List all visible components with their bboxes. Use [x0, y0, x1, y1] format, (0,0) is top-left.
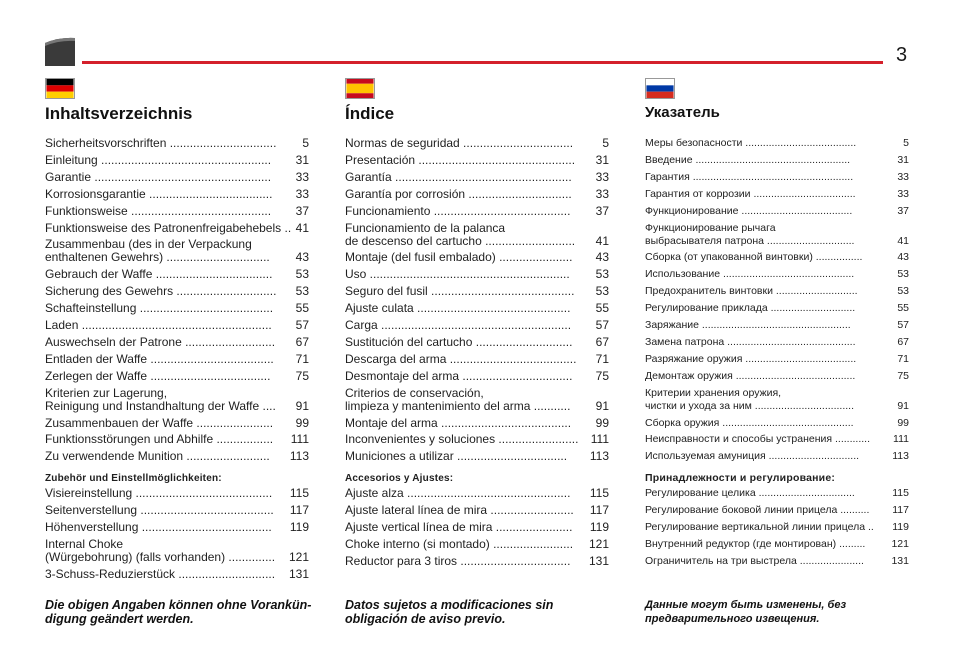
toc-entry-label: Ajuste lateral línea de mira ......................... [345, 504, 574, 517]
toc-entry [345, 538, 609, 551]
toc-entry [45, 504, 309, 517]
toc-entry-page: 33 [595, 170, 609, 184]
toc-entry [45, 487, 309, 500]
toc-entry-page: 117 [289, 503, 309, 517]
toc-entry [645, 137, 909, 150]
toc-entry [45, 285, 309, 298]
russia-flag-icon [645, 78, 675, 99]
toc-entry-label: Zerlegen der Waffe .................................... [45, 370, 271, 383]
toc-entry-label: Desmontaje del arma ................................. [345, 370, 573, 383]
toc-entry-label-continued: чистки и ухода за ним .................................. [645, 400, 854, 412]
toc-entry [45, 521, 309, 534]
toc-entry-page: 5 [602, 136, 609, 150]
toc-entry-label-continued: (Würgebohrung) (falls vorhanden) .............. [45, 551, 276, 564]
toc-entry-label: Auswechseln der Patrone ........................... [45, 336, 276, 349]
toc-entry-label: Меры безопасности ...................................... [645, 137, 857, 149]
toc-entry-page: 53 [595, 267, 609, 281]
toc-entry-label: Uso ............................................................ [345, 268, 570, 281]
toc-entry-label: Sicherung des Gewehrs .............................. [45, 285, 277, 298]
toc-entry [45, 370, 309, 383]
toc-heading: Указатель [645, 104, 720, 121]
toc-entry-label: Sustitución del cartucho ............................. [345, 336, 573, 349]
toc-entry-page: 53 [897, 285, 909, 297]
toc-subheading: Принадлежности и регулирование: [645, 472, 836, 484]
toc-entry [345, 336, 609, 349]
toc-entry-label: Ajuste culata .............................................. [345, 302, 571, 315]
toc-entry-label: 3-Schuss-Reduzierstück ............................. [45, 568, 276, 581]
disclaimer-note-russian: Данные могут быть изменены, без предварительного извещения. [645, 599, 847, 625]
toc-entry-label: Регулирование приклада ............................. [645, 302, 856, 314]
toc-entry [345, 205, 609, 218]
brand-logo-icon [45, 37, 75, 66]
toc-entry [645, 171, 909, 184]
toc-entry-label: Funktionsweise .......................................... [45, 205, 272, 218]
toc-entry-label: Ajuste alza ................................................. [345, 487, 571, 500]
toc-entry [45, 137, 309, 150]
toc-entry [345, 171, 609, 184]
toc-entry-label: Criterios de conservación, [345, 387, 484, 400]
toc-entry-label: Funcionamiento ......................................... [345, 205, 571, 218]
toc-entry-label: Kriterien zur Lagerung, [45, 387, 168, 400]
toc-entry-label: Регулирование боковой линии прицела .......... [645, 504, 870, 516]
toc-entry-page: 117 [589, 503, 609, 517]
toc-entry-page: 67 [897, 336, 909, 348]
toc-entry [345, 285, 609, 298]
toc-entry-page: 37 [897, 205, 909, 217]
toc-entry-label: Montaje (del fusil embalado) ...................... [345, 251, 573, 264]
toc-entry-label: Garantía ..................................................... [345, 171, 572, 184]
toc-entry-page: 111 [590, 432, 609, 446]
toc-entry-page: 91 [295, 399, 309, 413]
toc-entry-label: Zu verwendende Munition ......................... [45, 450, 270, 463]
toc-entry-page: 131 [288, 567, 309, 581]
toc-entry-label: Einleitung ................................................... [45, 154, 272, 167]
toc-entry [645, 154, 909, 167]
toc-entry-label: Montaje del arma ....................................... [345, 417, 572, 430]
toc-entry-page: 57 [295, 318, 309, 332]
toc-entry-label: Garantie ..................................................... [45, 171, 272, 184]
toc-entry [645, 538, 909, 551]
toc-entry-page: 41 [595, 234, 609, 248]
toc-entry-label: Замена патрона ............................................ [645, 336, 856, 348]
toc-entry [645, 555, 909, 568]
toc-entry-page: 131 [891, 555, 909, 567]
toc-entry [45, 387, 309, 413]
toc-entry-label: Municiones a utilizar ................................. [345, 450, 568, 463]
toc-entry [645, 521, 909, 534]
toc-entry [345, 222, 609, 248]
toc-entry [645, 285, 909, 298]
toc-entry-label: Zusammenbauen der Waffe ....................... [45, 417, 274, 430]
toc-subheading: Accesorios y Ajustes: [345, 473, 454, 484]
toc-entry-page: 33 [897, 188, 909, 200]
toc-entry-page: 131 [588, 554, 609, 568]
toc-entry-label: Seitenverstellung ........................................ [45, 504, 274, 517]
toc-entry-page: 91 [595, 399, 609, 413]
toc-entry-page: 55 [897, 302, 909, 314]
toc-entry-label: Choke interno (si montado) ........................ [345, 538, 574, 551]
toc-entry [345, 137, 609, 150]
toc-entry [345, 268, 609, 281]
toc-entry-label: Функционирование рычага [645, 222, 776, 234]
toc-entry [645, 450, 909, 463]
toc-entry [345, 417, 609, 430]
toc-entry [45, 353, 309, 366]
toc-entry-page: 111 [290, 432, 309, 446]
toc-entry-page: 115 [589, 486, 609, 500]
toc-entry-page: 121 [588, 537, 609, 551]
toc-entry [645, 222, 909, 248]
toc-entry [645, 417, 909, 430]
toc-entry-label: Garantía por corrosión ............................... [345, 188, 572, 201]
toc-entry-page: 71 [295, 352, 309, 366]
toc-entry-page: 113 [289, 449, 309, 463]
toc-entry-label: Использование ............................................. [645, 268, 855, 280]
toc-entry [345, 521, 609, 534]
toc-entry-page: 33 [595, 187, 609, 201]
toc-entry-label: Normas de seguridad ................................. [345, 137, 574, 150]
toc-entry-page: 57 [897, 319, 909, 331]
toc-entry-label: Регулирование целика ................................. [645, 487, 855, 499]
toc-entry-label: Разряжание оружия ...................................... [645, 353, 857, 365]
toc-entry [345, 504, 609, 517]
toc-entry [45, 568, 309, 581]
toc-entry-page: 115 [892, 487, 909, 499]
toc-entry-page: 113 [892, 450, 909, 462]
toc-entry [45, 450, 309, 463]
toc-entry-label: Sicherheitsvorschriften ................................ [45, 137, 277, 150]
toc-entry-label: Laden ......................................................... [45, 319, 272, 332]
toc-entry-page: 113 [589, 449, 609, 463]
toc-entry [345, 302, 609, 315]
toc-entry-page: 43 [595, 250, 609, 264]
toc-entry-page: 99 [595, 416, 609, 430]
toc-entry [345, 319, 609, 332]
toc-entry-label: Неисправности и способы устранения ............ [645, 433, 870, 445]
toc-entry-page: 121 [288, 550, 309, 564]
toc-entry-page: 43 [295, 250, 309, 264]
toc-entry-page: 119 [892, 521, 909, 533]
toc-entry-label: Korrosionsgarantie ..................................... [45, 188, 273, 201]
toc-entry-label: Критерии хранения оружия, [645, 387, 782, 399]
toc-entry-page: 31 [595, 153, 609, 167]
toc-entry [45, 238, 309, 264]
toc-entry [345, 555, 609, 568]
toc-entry [45, 417, 309, 430]
toc-entry-label: Höhenverstellung ....................................... [45, 521, 272, 534]
toc-entry-label: Visiereinstellung ......................................... [45, 487, 273, 500]
toc-entry [345, 188, 609, 201]
toc-entry-label: Внутренний редуктор (где монтирован) ......... [645, 538, 866, 550]
toc-entry [645, 251, 909, 264]
toc-entry [345, 353, 609, 366]
toc-entry [45, 433, 309, 446]
toc-entry [45, 222, 309, 235]
toc-entry-page: 53 [295, 267, 309, 281]
spain-flag-icon [345, 78, 375, 99]
toc-entry-page: 117 [892, 504, 909, 516]
toc-entry-page: 71 [595, 352, 609, 366]
toc-entry-page: 111 [893, 433, 909, 445]
toc-entry-page: 33 [897, 171, 909, 183]
toc-entry-label: Регулирование вертикальной линии прицела .. [645, 521, 874, 533]
toc-entry-label: Gebrauch der Waffe ................................... [45, 268, 273, 281]
toc-entry-label-continued: Reinigung und Instandhaltung der Waffe .... [45, 400, 276, 413]
toc-entry-page: 99 [897, 417, 909, 429]
toc-entry [45, 336, 309, 349]
header-rule [82, 61, 883, 64]
toc-entry-page: 37 [295, 204, 309, 218]
toc-entry-page: 5 [903, 137, 909, 149]
toc-entry-label: Internal Choke [45, 538, 124, 551]
toc-entry-label-continued: de descenso del cartucho ........................... [345, 235, 576, 248]
toc-entry [345, 433, 609, 446]
toc-entry [45, 154, 309, 167]
toc-entry-label: Ограничитель на три выстрела ...................... [645, 555, 864, 567]
toc-entry-label: Предохранитель винтовки ............................ [645, 285, 858, 297]
toc-entry-page: 41 [897, 235, 909, 247]
toc-entry-label: Функционирование ...................................... [645, 205, 853, 217]
toc-entry-label: Демонтаж оружия ......................................... [645, 370, 856, 382]
toc-entry-label: Inconvenientes y soluciones ........................ [345, 433, 579, 446]
toc-entry-page: 67 [295, 335, 309, 349]
toc-entry [45, 268, 309, 281]
toc-entry-label: Presentación ............................................... [345, 154, 576, 167]
toc-entry [645, 487, 909, 500]
toc-entry-page: 71 [897, 353, 909, 365]
toc-entry-page: 53 [897, 268, 909, 280]
toc-entry-label: Carga ......................................................... [345, 319, 572, 332]
toc-entry [645, 336, 909, 349]
toc-entry-page: 75 [897, 370, 909, 382]
toc-entry [45, 538, 309, 564]
toc-entry-label-continued: enthaltenen Gewehrs) ............................... [45, 251, 270, 264]
toc-entry-page: 43 [897, 251, 909, 263]
germany-flag-icon [45, 78, 75, 99]
toc-entry [645, 433, 909, 446]
toc-entry-page: 99 [295, 416, 309, 430]
disclaimer-note-german: Die obigen Angaben können ohne Vorankün-digung geändert werden. [45, 598, 312, 626]
toc-entry [645, 188, 909, 201]
toc-entry [345, 450, 609, 463]
toc-entry-page: 33 [295, 187, 309, 201]
toc-entry-page: 37 [595, 204, 609, 218]
toc-entry-page: 75 [595, 369, 609, 383]
toc-entry-page: 31 [897, 154, 909, 166]
toc-entry-page: 41 [295, 221, 309, 235]
toc-entry-label: Reductor para 3 tiros ................................. [345, 555, 571, 568]
toc-entry-page: 75 [295, 369, 309, 383]
toc-entry-page: 119 [289, 520, 309, 534]
toc-entry-label: Funktionsweise des Patronenfreigabehebels .. [45, 222, 292, 235]
toc-entry [45, 188, 309, 201]
toc-entry-label: Сборка (от упакованной винтовки) ................ [645, 251, 863, 263]
toc-entry-label: Гарантия от коррозии ................................... [645, 188, 856, 200]
toc-entry-page: 53 [295, 284, 309, 298]
toc-entry-page: 121 [891, 538, 909, 550]
toc-entry-page: 119 [589, 520, 609, 534]
page-number: 3 [896, 44, 908, 66]
toc-entry [345, 387, 609, 413]
toc-entry-label: Funcionamiento de la palanca [345, 222, 506, 235]
toc-entry-label: Введение ..................................................... [645, 154, 851, 166]
toc-entry [645, 504, 909, 517]
toc-entry [345, 370, 609, 383]
toc-entry-label: Seguro del fusil ........................................... [345, 285, 575, 298]
toc-entry-page: 53 [595, 284, 609, 298]
toc-entry [45, 319, 309, 332]
toc-entry [645, 370, 909, 383]
disclaimer-note-spanish: Datos sujetos a modificaciones sin obligación de aviso previo. [345, 598, 554, 626]
toc-entry-page: 33 [295, 170, 309, 184]
toc-entry-label-continued: limpieza y mantenimiento del arma ........... [345, 400, 571, 413]
toc-entry-label: Ajuste vertical línea de mira ....................... [345, 521, 573, 534]
toc-entry [645, 387, 909, 413]
toc-entry-page: 31 [295, 153, 309, 167]
toc-entry [645, 268, 909, 281]
toc-entry-label: Descarga del arma ...................................... [345, 353, 577, 366]
toc-entry-label: Entladen der Waffe ..................................... [45, 353, 274, 366]
toc-entry-label: Заряжание ................................................... [645, 319, 851, 331]
toc-entry-page: 91 [897, 400, 909, 412]
toc-entry-page: 5 [302, 136, 309, 150]
toc-entry [345, 251, 609, 264]
toc-entry-page: 55 [595, 301, 609, 315]
toc-entry [45, 302, 309, 315]
toc-entry-label: Schafteinstellung ........................................ [45, 302, 274, 315]
toc-entry-page: 55 [295, 301, 309, 315]
toc-entry [645, 205, 909, 218]
toc-heading: Inhaltsverzeichnis [45, 104, 193, 123]
toc-entry-label: Zusammenbau (des in der Verpackung [45, 238, 252, 251]
toc-entry [345, 487, 609, 500]
toc-entry-label: Funktionsstörungen und Abhilfe ................. [45, 433, 274, 446]
toc-entry-label: Гарантия ....................................................... [645, 171, 854, 183]
toc-entry [645, 302, 909, 315]
toc-entry-label: Используемая амуниция ............................... [645, 450, 860, 462]
toc-entry [645, 319, 909, 332]
toc-entry [645, 353, 909, 366]
toc-heading: Índice [345, 104, 395, 123]
toc-entry [345, 154, 609, 167]
toc-entry-label: Сборка оружия ............................................. [645, 417, 854, 429]
toc-subheading: Zubehör und Einstellmöglichkeiten: [45, 473, 222, 484]
toc-entry-page: 67 [595, 335, 609, 349]
toc-entry-page: 57 [595, 318, 609, 332]
toc-entry [45, 171, 309, 184]
toc-entry [45, 205, 309, 218]
toc-entry-label-continued: выбрасывателя патрона .............................. [645, 235, 855, 247]
toc-entry-page: 115 [289, 486, 309, 500]
